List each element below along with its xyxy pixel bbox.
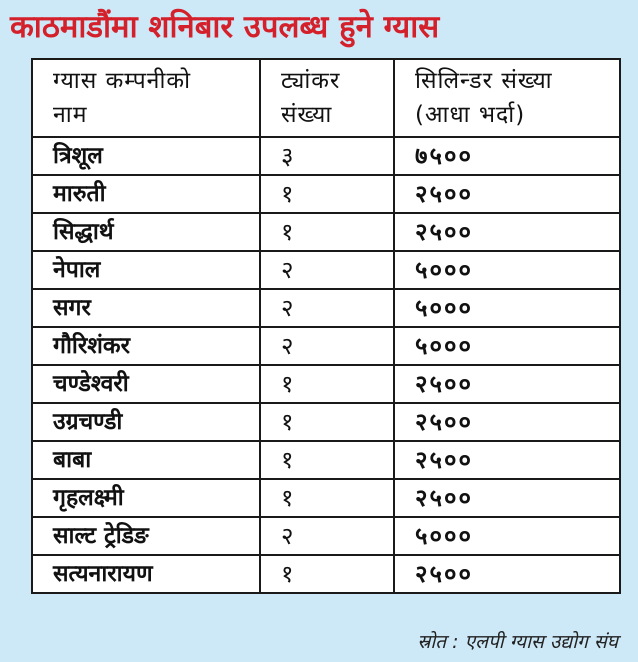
header-cylinders-line-1: सिलिन्डर संख्या bbox=[415, 68, 553, 94]
table-row bbox=[32, 289, 620, 327]
tanker-count: २ bbox=[260, 289, 394, 327]
table-row bbox=[32, 441, 620, 479]
header-company-line-1: ग्यास कम्पनीको bbox=[53, 68, 192, 94]
cylinder-count: २५०० bbox=[394, 555, 620, 593]
cylinder-count: २५०० bbox=[394, 175, 620, 213]
company-name: सगर bbox=[32, 289, 260, 327]
company-name: त्रिशूल bbox=[32, 137, 260, 175]
company-name: सत्यनारायण bbox=[32, 555, 260, 593]
company-name: साल्ट ट्रेडिङ bbox=[32, 517, 260, 555]
gas-supply-table bbox=[31, 58, 621, 594]
company-name: नेपाल bbox=[32, 251, 260, 289]
company-name: सिद्धार्थ bbox=[32, 213, 260, 251]
company-name: गौरिशंकर bbox=[32, 327, 260, 365]
header-tankers bbox=[260, 59, 394, 137]
cylinder-count: ७५०० bbox=[394, 137, 620, 175]
cylinder-count: २५०० bbox=[394, 479, 620, 517]
header-company-line-2: नाम bbox=[53, 102, 88, 128]
table-row bbox=[32, 175, 620, 213]
source-credit: स्रोत : एलपी ग्यास उद्योग संघ bbox=[417, 631, 618, 653]
page-title: काठमाडौंमा शनिबार उपलब्ध हुने ग्यास bbox=[10, 9, 440, 45]
tanker-count: १ bbox=[260, 479, 394, 517]
tanker-count: २ bbox=[260, 251, 394, 289]
table-row bbox=[32, 403, 620, 441]
table-row bbox=[32, 251, 620, 289]
tanker-count: २ bbox=[260, 517, 394, 555]
table-row bbox=[32, 213, 620, 251]
tanker-count: १ bbox=[260, 175, 394, 213]
header-tankers-line-2: संख्या bbox=[281, 102, 333, 128]
table-row bbox=[32, 137, 620, 175]
tanker-count: १ bbox=[260, 403, 394, 441]
tanker-count: ३ bbox=[260, 137, 394, 175]
company-name: उग्रचण्डी bbox=[32, 403, 260, 441]
cylinder-count: ५००० bbox=[394, 327, 620, 365]
header-tankers-line-1: ट्यांकर bbox=[281, 68, 341, 94]
company-name: बाबा bbox=[32, 441, 260, 479]
table-row bbox=[32, 365, 620, 403]
tanker-count: २ bbox=[260, 327, 394, 365]
table-row bbox=[32, 479, 620, 517]
cylinder-count: ५००० bbox=[394, 251, 620, 289]
tanker-count: १ bbox=[260, 441, 394, 479]
table-row bbox=[32, 555, 620, 593]
tanker-count: १ bbox=[260, 555, 394, 593]
tanker-count: १ bbox=[260, 365, 394, 403]
header-cylinders-line-2: (आधा भर्दा) bbox=[415, 102, 526, 128]
company-name: गृहलक्ष्मी bbox=[32, 479, 260, 517]
header-cylinders bbox=[394, 59, 620, 137]
header-company bbox=[32, 59, 260, 137]
company-name: चण्डेश्वरी bbox=[32, 365, 260, 403]
company-name: मारुती bbox=[32, 175, 260, 213]
table-header-row bbox=[32, 59, 620, 137]
cylinder-count: २५०० bbox=[394, 441, 620, 479]
tanker-count: १ bbox=[260, 213, 394, 251]
cylinder-count: ५००० bbox=[394, 517, 620, 555]
cylinder-count: २५०० bbox=[394, 365, 620, 403]
cylinder-count: ५००० bbox=[394, 289, 620, 327]
table-row bbox=[32, 327, 620, 365]
cylinder-count: २५०० bbox=[394, 213, 620, 251]
cylinder-count: २५०० bbox=[394, 403, 620, 441]
table-row bbox=[32, 517, 620, 555]
